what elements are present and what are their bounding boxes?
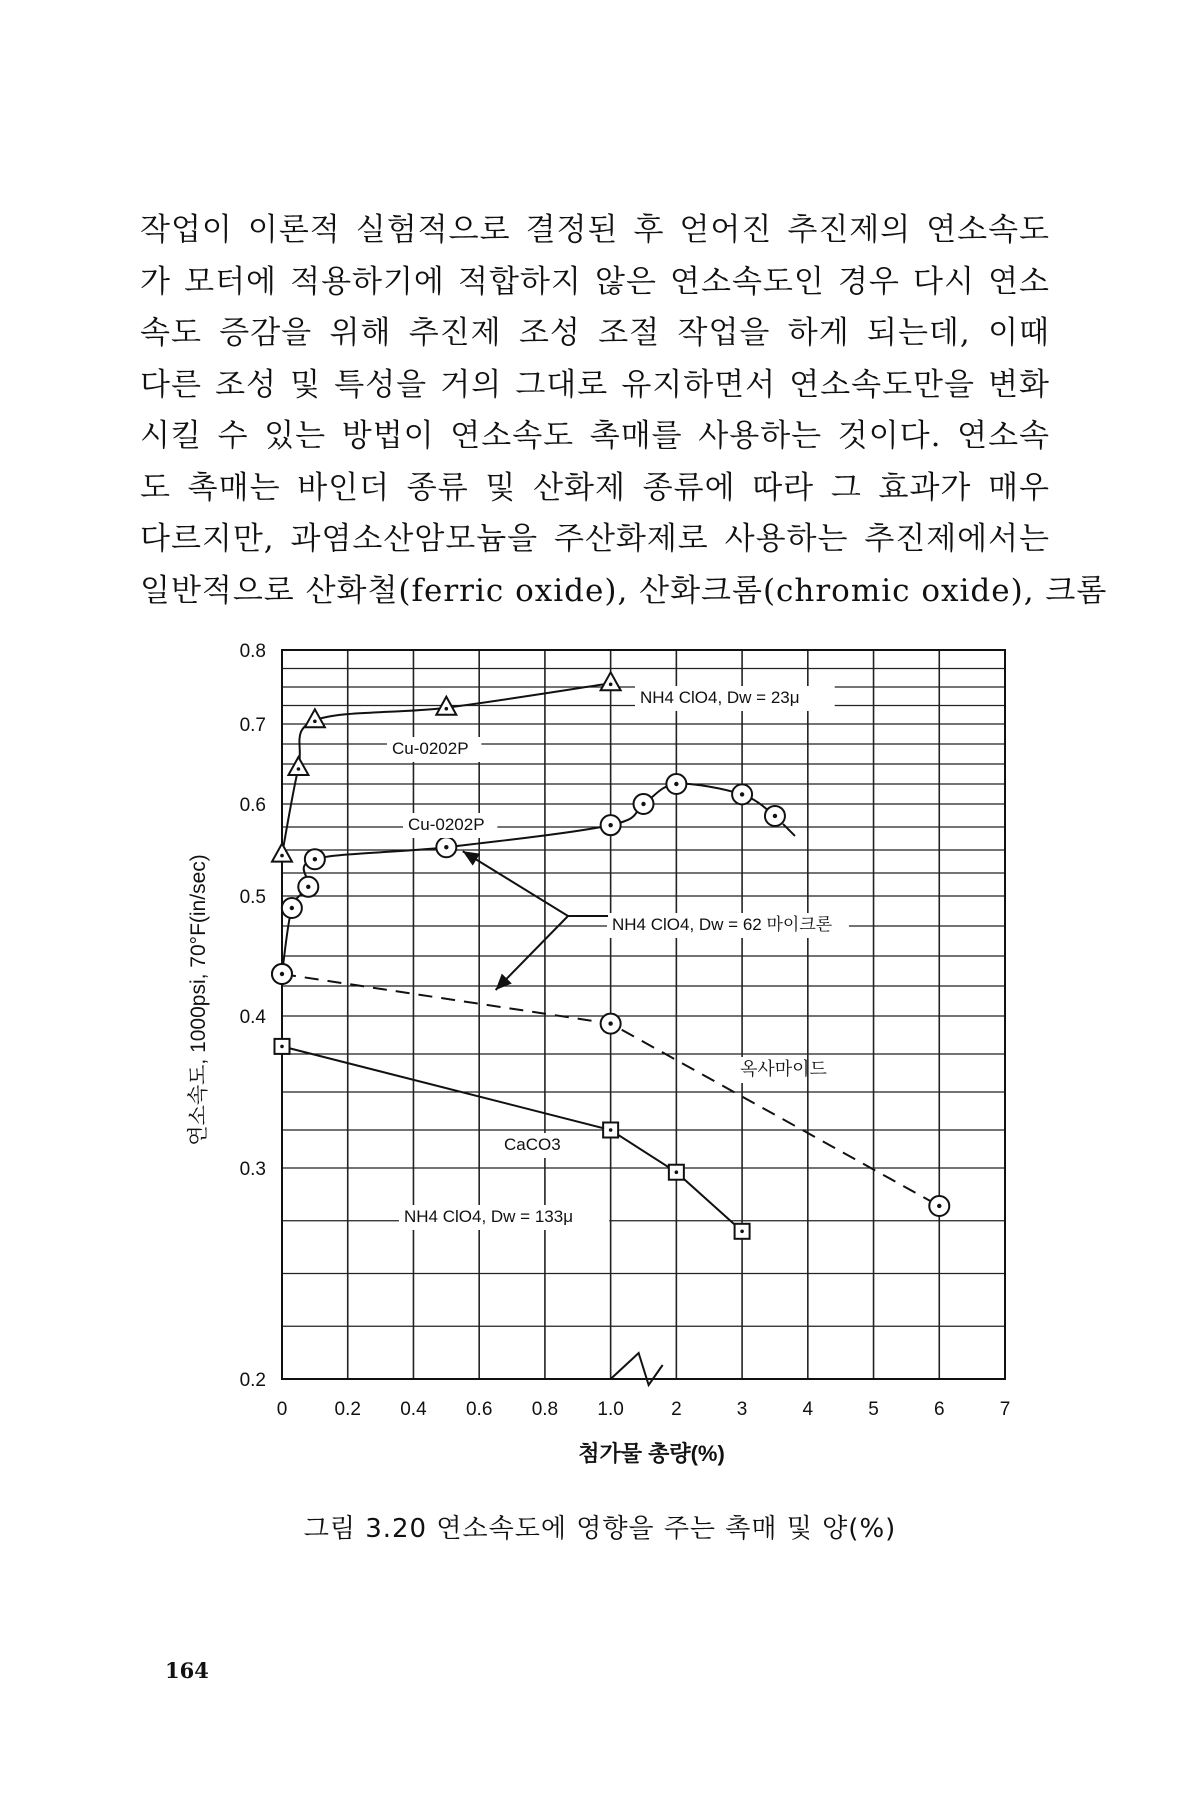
annotation-133-micron: NH4 ClO4, Dw = 133μ bbox=[404, 1207, 573, 1226]
y-tick-label: 0.3 bbox=[239, 1159, 266, 1180]
annotation-caco3: CaCO3 bbox=[504, 1135, 561, 1154]
chart-annotations bbox=[387, 686, 849, 1230]
x-tick-label: 3 bbox=[736, 1399, 748, 1420]
x-tick-label: 1.0 bbox=[597, 1399, 624, 1420]
marker-dot bbox=[609, 1128, 613, 1132]
marker-dot bbox=[674, 782, 678, 786]
marker-dot bbox=[740, 1230, 744, 1234]
y-tick-label: 0.2 bbox=[239, 1370, 266, 1391]
pointer-line-upper bbox=[463, 851, 608, 916]
marker-dot bbox=[445, 707, 449, 711]
marker-dot bbox=[290, 906, 294, 910]
y-tick-label: 0.4 bbox=[239, 1007, 266, 1028]
arrowhead-upper bbox=[463, 851, 480, 865]
annotation-oxamide: 옥사마이드 bbox=[740, 1059, 827, 1079]
annotation-23-micron: NH4 ClO4, Dw = 23μ bbox=[640, 688, 800, 707]
page-number: 164 bbox=[165, 1658, 209, 1683]
annotation-62-micron: NH4 ClO4, Dw = 62 마이크론 bbox=[612, 915, 833, 934]
marker-dot bbox=[740, 792, 744, 796]
y-tick-label: 0.8 bbox=[239, 641, 266, 662]
paragraph-line: 작업이 이론적 실험적으로 결정된 후 얻어진 추진제의 연소속도 bbox=[140, 212, 1050, 248]
triangle-marker bbox=[601, 672, 621, 690]
marker-dot bbox=[280, 972, 284, 976]
y-axis-title: 연소속도, 1000psi, 70°F(in/sec) bbox=[187, 854, 210, 1146]
marker-dot bbox=[280, 1045, 284, 1049]
x-tick-label: 2 bbox=[671, 1399, 682, 1420]
annotation-cu-mid: Cu-0202P bbox=[408, 815, 485, 834]
paragraph-line: 다른 조성 및 특성을 거의 그대로 유지하면서 연소속도만을 변화 bbox=[140, 366, 1050, 403]
paragraph-line: 시킬 수 있는 방법이 연소속도 촉매를 사용하는 것이다. 연소속 bbox=[140, 418, 1050, 454]
paragraph-line: 도 촉매는 바인더 종류 및 산화제 종류에 따라 그 효과가 매우 bbox=[140, 469, 1050, 506]
y-tick-label: 0.7 bbox=[239, 715, 266, 736]
series-line bbox=[282, 784, 775, 974]
x-tick-label: 0.6 bbox=[465, 1399, 493, 1420]
marker-dot bbox=[297, 767, 301, 771]
marker-dot bbox=[313, 720, 317, 724]
marker-dot bbox=[609, 683, 613, 687]
x-tick-label: 0.2 bbox=[334, 1399, 361, 1420]
marker-dot bbox=[773, 814, 777, 818]
figure-caption: 그림 3.20 연소속도에 영향을 주는 촉매 및 양(%) bbox=[303, 1514, 897, 1544]
x-tick-label: 0.8 bbox=[531, 1399, 559, 1420]
axis-break-mark bbox=[611, 1353, 663, 1385]
series-tail bbox=[783, 824, 795, 836]
paragraph-line: 속도 증감을 위해 추진제 조성 조절 작업을 하게 되는데, 이때 bbox=[140, 315, 1050, 351]
x-axis-title: 첨가물 총량(%) bbox=[578, 1441, 725, 1466]
marker-dot bbox=[608, 1021, 612, 1025]
paragraph-line: 가 모터에 적용하기에 적합하지 않은 연소속도인 경우 다시 연소 bbox=[140, 263, 1050, 300]
marker-dot bbox=[608, 823, 612, 827]
triangle-marker bbox=[288, 757, 308, 775]
x-tick-label: 0 bbox=[276, 1399, 288, 1420]
marker-dot bbox=[313, 857, 317, 861]
marker-dot bbox=[280, 854, 284, 858]
x-tick-label: 0.4 bbox=[400, 1399, 427, 1420]
paragraph-line: 다르지만, 과염소산암모늄을 주산화제로 사용하는 추진제에서는 bbox=[140, 521, 1050, 557]
y-tick-label: 0.6 bbox=[239, 795, 266, 816]
x-tick-label: 4 bbox=[802, 1399, 814, 1420]
x-tick-label: 5 bbox=[868, 1399, 879, 1420]
marker-dot bbox=[306, 885, 310, 889]
marker-dot bbox=[444, 845, 448, 849]
marker-dot bbox=[675, 1170, 679, 1174]
x-tick-label: 6 bbox=[933, 1399, 945, 1420]
y-tick-label: 0.5 bbox=[239, 887, 266, 908]
paragraph-line: 일반적으로 산화철(ferric oxide), 산화크롬(chromic oxide), 크롬 bbox=[140, 572, 1108, 609]
marker-dot bbox=[937, 1204, 941, 1208]
marker-dot bbox=[641, 802, 645, 806]
x-tick-label: 7 bbox=[999, 1399, 1011, 1420]
triangle-marker bbox=[272, 844, 292, 862]
annotation-cu-top: Cu-0202P bbox=[392, 739, 469, 758]
